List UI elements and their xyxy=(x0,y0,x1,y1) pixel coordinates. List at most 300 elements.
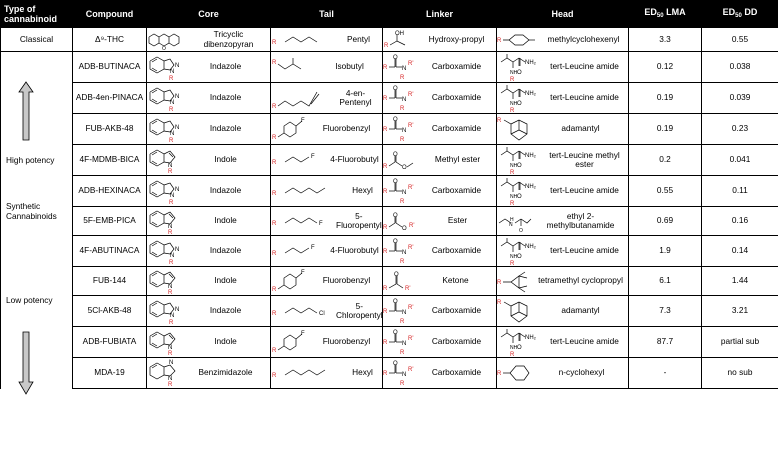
cell-linker xyxy=(383,236,497,267)
linker-label: Carboxamide xyxy=(431,367,482,378)
linker-label: Methyl ester xyxy=(434,154,481,165)
svg-text:R: R xyxy=(384,42,389,49)
linker-structure-icon xyxy=(383,236,417,266)
linker-label: Carboxamide xyxy=(431,336,482,347)
svg-text:N: N xyxy=(168,284,173,290)
cell-compound: MDA-19 xyxy=(73,358,147,389)
header-ed50-lma: $ED_{50}$ LMA xyxy=(629,1,702,28)
svg-text:R: R xyxy=(497,37,502,44)
head-label: tetramethyl cyclopropyl xyxy=(538,275,623,286)
cell-compound: FUB-144 xyxy=(73,267,147,296)
head-label: adamantyl xyxy=(561,123,600,134)
tail-label: Hexyl xyxy=(352,185,373,196)
cell-compound: FUB-AKB-48 xyxy=(73,114,147,145)
svg-text:R: R xyxy=(510,352,515,357)
svg-text:R: R xyxy=(510,108,515,113)
head-label: tert-Leucine methyl ester xyxy=(549,149,620,169)
linker-label: Carboxamide xyxy=(431,185,482,196)
svg-text:R: R xyxy=(168,230,173,235)
cell-core xyxy=(147,358,271,389)
svg-text:R: R xyxy=(383,127,388,133)
svg-text:R': R' xyxy=(408,305,414,311)
cell-tail xyxy=(271,358,383,389)
cell-compound: ADB-HEXINACA xyxy=(73,176,147,207)
tail-structure-icon xyxy=(271,56,317,78)
svg-text:NH: NH xyxy=(510,254,518,260)
cell-tail xyxy=(271,28,383,52)
svg-text:R: R xyxy=(272,135,277,141)
core-structure-icon xyxy=(147,53,181,81)
cell-linker xyxy=(383,327,497,358)
tail-label: 4-Fluorobutyl xyxy=(330,154,379,165)
svg-text:N: N xyxy=(402,310,407,316)
cell-head xyxy=(497,236,629,267)
table-row xyxy=(1,28,778,52)
core-structure-icon xyxy=(147,146,181,174)
svg-text:N: N xyxy=(170,100,175,106)
svg-text:R: R xyxy=(169,107,174,112)
type-classical: Classical xyxy=(1,28,73,52)
table-row xyxy=(1,114,778,145)
cell-tail xyxy=(271,207,383,236)
header-core: Core xyxy=(147,1,271,28)
cell-ed50-lma: 0.2 xyxy=(629,145,702,176)
svg-text:R: R xyxy=(272,373,277,379)
svg-text:O: O xyxy=(393,239,398,245)
svg-text:OH: OH xyxy=(395,30,404,37)
cell-ed50-dd: 1.44 xyxy=(702,267,778,296)
svg-text:R: R xyxy=(272,348,277,354)
svg-text:NH: NH xyxy=(510,101,518,107)
core-label: Tricyclic dibenzopyran xyxy=(203,29,254,49)
cell-ed50-dd: no sub xyxy=(702,358,778,389)
head-structure-icon xyxy=(497,145,541,175)
svg-text:O: O xyxy=(393,179,398,185)
svg-text:F: F xyxy=(301,331,305,337)
svg-text:NH₂: NH₂ xyxy=(525,335,536,341)
head-structure-icon xyxy=(497,296,533,326)
svg-text:NH: NH xyxy=(510,194,518,200)
table-row xyxy=(1,52,778,83)
tail-structure-icon xyxy=(271,301,335,321)
svg-text:R: R xyxy=(272,251,277,257)
down-arrow-icon xyxy=(18,331,34,395)
tail-structure-icon xyxy=(271,363,343,383)
svg-text:R: R xyxy=(383,65,388,71)
table-row xyxy=(1,236,778,267)
svg-text:O: O xyxy=(517,70,522,76)
tail-structure-icon xyxy=(271,115,311,143)
tail-structure-icon xyxy=(271,30,335,50)
core-structure-icon xyxy=(147,267,181,295)
svg-text:R: R xyxy=(169,138,174,143)
svg-text:O: O xyxy=(517,345,522,351)
core-label: Indole xyxy=(214,336,237,347)
cell-head xyxy=(497,83,629,114)
svg-text:R: R xyxy=(272,221,277,227)
core-label: Indazole xyxy=(209,61,242,72)
cell-ed50-lma: 87.7 xyxy=(629,327,702,358)
svg-text:O: O xyxy=(393,55,398,61)
cell-tail xyxy=(271,267,383,296)
linker-structure-icon xyxy=(383,147,419,173)
svg-text:R: R xyxy=(383,309,388,315)
cell-ed50-dd: 0.23 xyxy=(702,114,778,145)
cell-ed50-dd: 3.21 xyxy=(702,296,778,327)
tail-label: 4-en-Pentenyl xyxy=(339,87,372,107)
cell-tail xyxy=(271,83,383,114)
cell-linker xyxy=(383,207,497,236)
svg-text:N: N xyxy=(168,163,173,169)
core-label: Indazole xyxy=(209,92,242,103)
cell-core xyxy=(147,207,271,236)
cell-ed50-dd: 0.039 xyxy=(702,83,778,114)
svg-text:N: N xyxy=(168,224,173,230)
head-structure-icon xyxy=(497,268,533,294)
svg-text:R: R xyxy=(272,287,277,293)
cell-linker xyxy=(383,145,497,176)
svg-text:N: N xyxy=(402,250,407,256)
cell-ed50-lma: 0.19 xyxy=(629,83,702,114)
cell-linker xyxy=(383,52,497,83)
svg-text:N: N xyxy=(402,128,407,134)
svg-text:N: N xyxy=(402,97,407,103)
cell-tail xyxy=(271,327,383,358)
cell-core xyxy=(147,327,271,358)
cell-ed50-lma: 0.55 xyxy=(629,176,702,207)
cell-tail xyxy=(271,114,383,145)
head-structure-icon xyxy=(497,176,541,206)
tail-label: 5-Chloropentyl xyxy=(336,300,383,320)
core-label: Indazole xyxy=(209,123,242,134)
svg-text:NH₂: NH₂ xyxy=(525,244,536,250)
head-label: methylcyclohexenyl xyxy=(547,33,620,44)
svg-text:NH: NH xyxy=(510,70,518,76)
table-row xyxy=(1,83,778,114)
svg-text:R: R xyxy=(272,104,277,110)
head-label: n-cyclohexyl xyxy=(558,367,605,378)
svg-text:R: R xyxy=(510,77,515,82)
header-type: Type of cannabinoid xyxy=(1,1,73,28)
svg-text:R: R xyxy=(383,189,388,195)
svg-text:R: R xyxy=(383,371,388,377)
cell-ed50-lma: - xyxy=(629,358,702,389)
linker-structure-icon xyxy=(383,327,417,357)
cell-ed50-lma: 0.19 xyxy=(629,114,702,145)
table-row xyxy=(1,327,778,358)
cell-ed50-lma: 0.69 xyxy=(629,207,702,236)
cell-compound: Δ⁹-THC xyxy=(73,28,147,52)
svg-text:R: R xyxy=(400,381,405,387)
svg-text:R': R' xyxy=(409,223,415,229)
head-structure-icon xyxy=(497,327,541,357)
svg-text:O: O xyxy=(393,152,398,158)
head-structure-icon xyxy=(497,31,539,49)
svg-text:O: O xyxy=(517,101,522,107)
cell-tail xyxy=(271,296,383,327)
svg-text:O: O xyxy=(393,361,398,367)
tail-structure-icon xyxy=(271,86,329,110)
cell-compound: 4F-MDMB-BICA xyxy=(73,145,147,176)
cell-core xyxy=(147,236,271,267)
cell-ed50-dd: 0.11 xyxy=(702,176,778,207)
cell-ed50-dd: 0.55 xyxy=(702,28,778,52)
svg-text:Cl: Cl xyxy=(319,311,325,317)
svg-text:F: F xyxy=(319,221,323,227)
svg-text:R: R xyxy=(383,96,388,102)
svg-text:R: R xyxy=(383,225,388,231)
cell-core xyxy=(147,83,271,114)
cell-core xyxy=(147,52,271,83)
tail-structure-icon xyxy=(271,267,311,295)
cell-compound: ADB-4en-PINACA xyxy=(73,83,147,114)
core-label: Indazole xyxy=(209,185,242,196)
cell-linker xyxy=(383,83,497,114)
table-row xyxy=(1,296,778,327)
core-label: Benzimidazole xyxy=(198,367,253,378)
cell-head xyxy=(497,52,629,83)
svg-text:O: O xyxy=(517,194,522,200)
svg-text:NH: NH xyxy=(510,345,518,351)
cell-linker xyxy=(383,296,497,327)
head-structure-icon xyxy=(497,236,541,266)
cell-compound: 5Cl-AKB-48 xyxy=(73,296,147,327)
head-label: tert-Leucine amide xyxy=(550,61,619,72)
svg-text:R: R xyxy=(168,351,173,356)
svg-text:O: O xyxy=(393,299,398,305)
table-row xyxy=(1,267,778,296)
core-structure-icon xyxy=(147,359,181,387)
header-head: Head xyxy=(497,1,629,28)
core-label: Indole xyxy=(214,154,237,165)
core-structure-icon xyxy=(147,207,181,235)
potency-side-panel xyxy=(0,53,72,475)
cell-linker xyxy=(383,28,497,52)
linker-label: Carboxamide xyxy=(431,92,482,103)
header-row xyxy=(1,1,778,28)
svg-text:R: R xyxy=(169,320,174,325)
cell-core xyxy=(147,267,271,296)
svg-text:N: N xyxy=(402,372,407,378)
svg-text:R': R' xyxy=(408,92,414,98)
header-ed50-dd: $ED_{50}$ DD xyxy=(702,1,778,28)
linker-label: Carboxamide xyxy=(431,245,482,256)
linker-structure-icon xyxy=(383,296,417,326)
svg-text:R: R xyxy=(400,137,405,143)
linker-label: Ketone xyxy=(442,275,469,286)
cell-compound: ADB-FUBIATA xyxy=(73,327,147,358)
svg-text:O: O xyxy=(402,165,407,171)
svg-text:R': R' xyxy=(405,286,411,292)
head-label: tert-Leucine amide xyxy=(550,336,619,347)
cell-head xyxy=(497,207,629,236)
svg-text:R': R' xyxy=(408,185,414,191)
table-row xyxy=(1,176,778,207)
cell-tail xyxy=(271,52,383,83)
tail-label: 5-Fluoropentyl xyxy=(336,210,382,230)
cell-core xyxy=(147,296,271,327)
svg-text:R: R xyxy=(169,76,174,81)
cell-ed50-dd: 0.038 xyxy=(702,52,778,83)
cell-ed50-dd: 0.14 xyxy=(702,236,778,267)
core-label: Indazole xyxy=(209,305,242,316)
svg-text:N: N xyxy=(170,131,175,137)
svg-text:R: R xyxy=(383,164,388,170)
header-compound: Compound xyxy=(73,1,147,28)
table-row xyxy=(1,207,778,236)
cell-head xyxy=(497,176,629,207)
svg-text:R: R xyxy=(510,201,515,206)
svg-text:N: N xyxy=(175,187,180,193)
svg-text:O: O xyxy=(393,213,398,219)
cell-linker xyxy=(383,176,497,207)
svg-text:O: O xyxy=(517,163,522,169)
svg-text:R: R xyxy=(272,60,277,66)
svg-text:R': R' xyxy=(408,123,414,129)
head-structure-icon xyxy=(497,83,541,113)
svg-text:R: R xyxy=(497,280,502,286)
svg-text:NH₂: NH₂ xyxy=(525,91,536,97)
cell-compound: 5F-EMB-PICA xyxy=(73,207,147,236)
head-structure-icon xyxy=(497,114,533,144)
linker-label: Carboxamide xyxy=(431,61,482,72)
svg-text:O: O xyxy=(393,117,398,123)
svg-text:R: R xyxy=(272,311,277,317)
head-label: tert-Leucine amide xyxy=(550,245,619,256)
svg-text:R: R xyxy=(272,191,277,197)
svg-text:R: R xyxy=(168,382,173,387)
svg-text:H: H xyxy=(510,217,514,223)
svg-text:NH: NH xyxy=(510,163,518,169)
svg-text:R: R xyxy=(272,160,277,166)
head-label: tert-Leucine amide xyxy=(550,185,619,196)
svg-text:R: R xyxy=(400,259,405,265)
core-structure-icon xyxy=(147,328,181,356)
svg-text:N: N xyxy=(168,345,173,351)
svg-text:R: R xyxy=(383,249,388,255)
cell-head xyxy=(497,267,629,296)
head-label: adamantyl xyxy=(561,305,600,316)
svg-text:R: R xyxy=(383,340,388,346)
up-arrow-icon xyxy=(18,81,34,141)
cell-ed50-lma: 3.3 xyxy=(629,28,702,52)
svg-text:N: N xyxy=(175,94,180,100)
cell-ed50-dd: partial sub xyxy=(702,327,778,358)
svg-text:O: O xyxy=(393,86,398,92)
cell-compound: ADB-BUTINACA xyxy=(73,52,147,83)
svg-text:R: R xyxy=(383,286,388,292)
cell-tail xyxy=(271,176,383,207)
tail-structure-icon xyxy=(271,241,327,261)
svg-text:N: N xyxy=(402,66,407,72)
linker-structure-icon xyxy=(383,114,417,144)
linker-label: Ester xyxy=(447,215,468,226)
low-potency-label: Low potency xyxy=(6,295,53,305)
svg-text:O: O xyxy=(393,330,398,336)
table-row xyxy=(1,145,778,176)
cell-core xyxy=(147,176,271,207)
cell-ed50-dd: 0.041 xyxy=(702,145,778,176)
svg-text:N: N xyxy=(402,341,407,347)
svg-text:R: R xyxy=(400,350,405,356)
svg-text:N: N xyxy=(168,376,173,382)
cell-linker xyxy=(383,358,497,389)
svg-text:R: R xyxy=(510,170,515,175)
svg-text:R: R xyxy=(400,319,405,325)
linker-label: Carboxamide xyxy=(431,305,482,316)
tail-label: Isobutyl xyxy=(335,61,364,72)
svg-text:N: N xyxy=(175,307,180,313)
cell-head xyxy=(497,28,629,52)
cell-head xyxy=(497,327,629,358)
core-label: Indazole xyxy=(209,245,242,256)
head-label: tert-Leucine amide xyxy=(550,92,619,103)
svg-text:R: R xyxy=(400,199,405,205)
svg-text:O: O xyxy=(162,45,166,51)
svg-text:R: R xyxy=(400,75,405,81)
cell-core xyxy=(147,114,271,145)
svg-text:R: R xyxy=(168,169,173,174)
svg-text:F: F xyxy=(301,118,305,124)
svg-text:F: F xyxy=(311,154,315,160)
cell-head xyxy=(497,296,629,327)
svg-text:N: N xyxy=(169,360,174,366)
cell-compound: 4F-ABUTINACA xyxy=(73,236,147,267)
svg-text:R: R xyxy=(168,290,173,295)
svg-text:N: N xyxy=(175,125,180,131)
svg-text:F: F xyxy=(311,245,315,251)
svg-text:NH₂: NH₂ xyxy=(525,184,536,190)
linker-structure-icon xyxy=(383,29,417,51)
cell-core xyxy=(147,28,271,52)
tail-label: Hexyl xyxy=(352,367,373,378)
linker-structure-icon xyxy=(383,268,415,294)
svg-text:O: O xyxy=(402,226,407,232)
svg-text:R: R xyxy=(272,39,277,46)
svg-text:R: R xyxy=(510,261,515,266)
cell-linker xyxy=(383,267,497,296)
cell-tail xyxy=(271,145,383,176)
cell-ed50-lma: 6.1 xyxy=(629,267,702,296)
cell-ed50-dd: 0.16 xyxy=(702,207,778,236)
svg-text:R': R' xyxy=(408,336,414,342)
cell-head xyxy=(497,114,629,145)
svg-text:F: F xyxy=(301,270,305,276)
tail-label: Fluorobenzyl xyxy=(322,123,371,134)
tail-structure-icon xyxy=(271,181,343,201)
tail-structure-icon xyxy=(271,328,311,356)
svg-text:N: N xyxy=(402,190,407,196)
header-tail: Tail xyxy=(271,1,383,28)
svg-text:R': R' xyxy=(408,245,414,251)
cell-linker xyxy=(383,114,497,145)
cell-head xyxy=(497,358,629,389)
cell-ed50-lma: 7.3 xyxy=(629,296,702,327)
svg-text:R: R xyxy=(400,106,405,112)
svg-text:N: N xyxy=(170,193,175,199)
svg-text:NH₂: NH₂ xyxy=(525,60,536,66)
svg-text:NH₂: NH₂ xyxy=(525,153,536,159)
svg-text:R: R xyxy=(497,118,502,124)
tail-label: Pentyl xyxy=(346,33,371,44)
cell-tail xyxy=(271,236,383,267)
svg-text:N: N xyxy=(170,253,175,259)
linker-structure-icon xyxy=(383,83,417,113)
head-structure-icon xyxy=(497,209,533,233)
high-potency-label: High potency xyxy=(6,155,55,165)
svg-text:R: R xyxy=(169,200,174,205)
cell-ed50-lma: 1.9 xyxy=(629,236,702,267)
